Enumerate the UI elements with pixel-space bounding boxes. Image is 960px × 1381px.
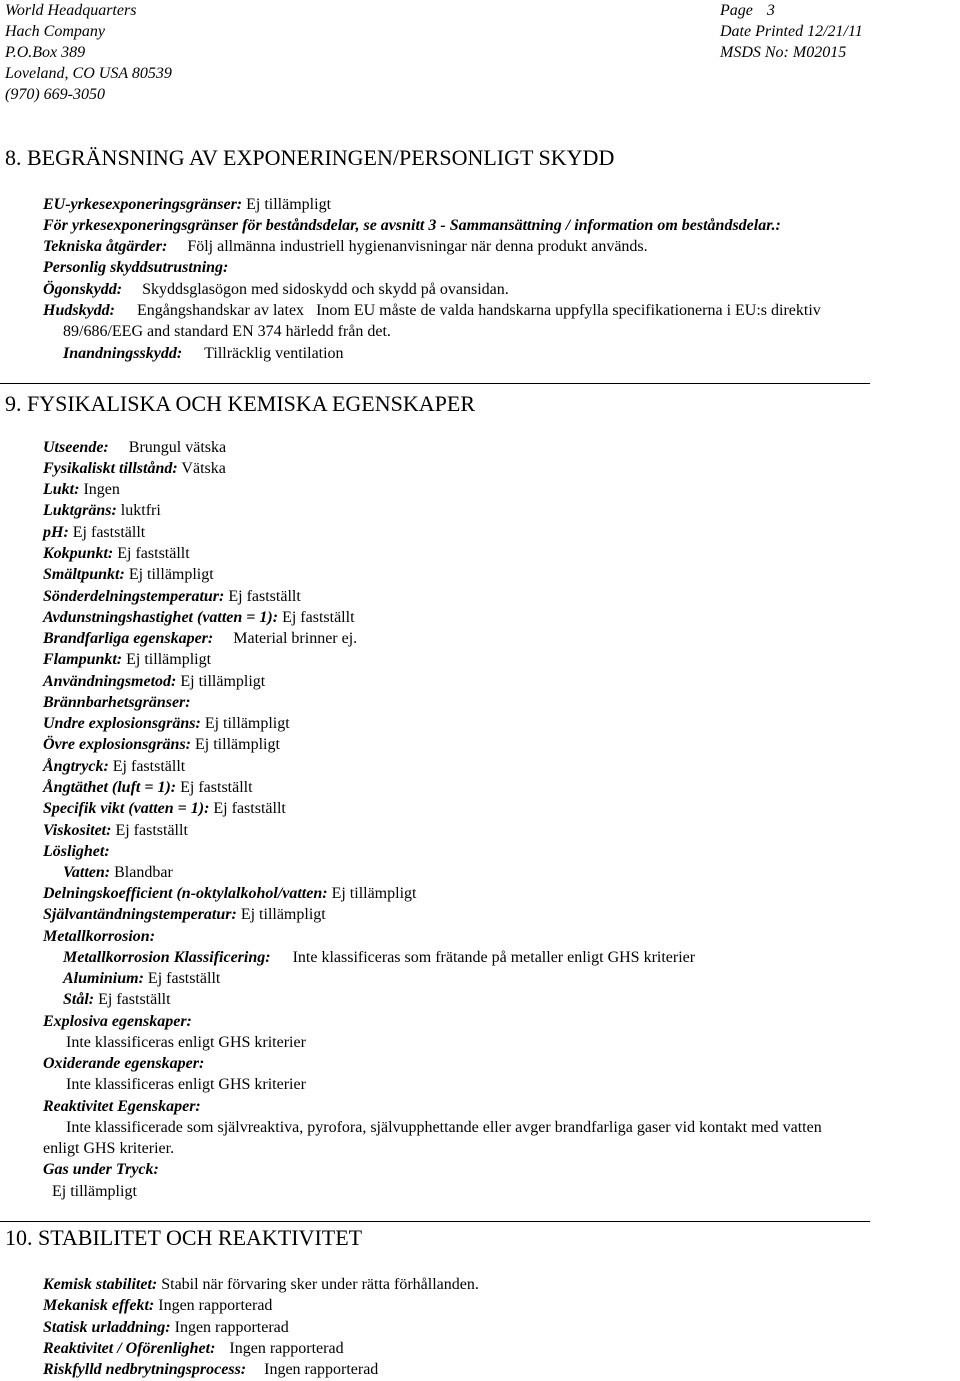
technical-measures-label: Tekniska åtgärder:: [43, 238, 168, 255]
chemical-stability-value: Stabil när förvaring sker under rätta förhållanden.: [161, 1276, 479, 1293]
specific-gravity-value: Ej fastställt: [213, 800, 286, 817]
technical-measures-value: Följ allmänna industriell hygienanvisningar när denna produkt används.: [187, 238, 648, 255]
steel-row: [63, 989, 171, 1010]
vapor-pressure-value: Ej fastställt: [112, 758, 186, 775]
specific-gravity-label: Specifik vikt (vatten = 1):: [43, 800, 210, 817]
decomposition-temp-value: Ej fastställt: [228, 588, 301, 605]
method-value: Ej tillämpligt: [180, 673, 266, 690]
incompatibility-value: Ingen rapporterad: [229, 1340, 344, 1357]
metal-corrosion-class-label: Metallkorrosion Klassificering:: [63, 949, 271, 966]
ph-label: pH:: [43, 524, 69, 541]
boiling-point-label: Kokpunkt:: [43, 545, 114, 562]
eye-protection-value: Skyddsglasögon med sidoskydd och skydd på ovansidan.: [142, 281, 509, 298]
hazardous-decomposition-value: Ingen rapporterad: [264, 1361, 379, 1378]
physical-state-row: [43, 458, 226, 479]
flammability-limits-heading: Brännbarhetsgränser:: [43, 694, 191, 711]
static-discharge-value: Ingen rapporterad: [174, 1319, 289, 1336]
metal-corrosion-class-value: Inte klassificeras som frätande på metaller enligt GHS kriterier: [292, 949, 696, 966]
mechanical-effect-label: Mekanisk effekt:: [43, 1297, 155, 1314]
aluminium-label: Aluminium:: [63, 970, 144, 987]
static-discharge-row: [43, 1317, 289, 1338]
lower-explosion-limit-label: Undre explosionsgräns:: [43, 715, 201, 732]
chemical-stability-row: [43, 1274, 479, 1295]
respiratory-label: Inandningsskydd:: [63, 345, 183, 362]
eye-protection-label: Ögonskydd:: [43, 281, 123, 298]
metal-corrosion-heading: Metallkorrosion:: [43, 928, 156, 945]
evaporation-rate-row: [43, 607, 355, 628]
oxidizing-properties-value: Inte klassificeras enligt GHS kriterier: [66, 1076, 306, 1093]
header-line-1: World Headquarters: [5, 2, 137, 19]
autoignition-value: Ej tillämpligt: [240, 906, 326, 923]
document-info-block: [720, 0, 863, 63]
respiratory-row: [63, 343, 344, 364]
vapor-density-row: [43, 777, 253, 798]
odor-label: Lukt:: [43, 481, 80, 498]
mechanical-effect-row: [43, 1295, 272, 1316]
flammability-value: Material brinner ej.: [233, 630, 358, 647]
steel-value: Ej fastställt: [98, 991, 171, 1008]
upper-explosion-limit-label: Övre explosionsgräns:: [43, 736, 192, 753]
incompatibility-row: [43, 1338, 344, 1359]
skin-protection-value-3: 89/686/EEG and standard EN 374 härledd från det.: [63, 323, 391, 340]
hazardous-decomposition-row: [43, 1359, 378, 1380]
msds-number: MSDS No: M02015: [720, 44, 847, 61]
flammability-label: Brandfarliga egenskaper:: [43, 630, 214, 647]
section-8-title: 8. BEGRÄNSNING AV EXPONERINGEN/PERSONLIGT SKYDD: [5, 145, 615, 170]
specific-gravity-row: [43, 798, 286, 819]
water-solubility-label: Vatten:: [63, 864, 111, 881]
melting-point-row: [43, 564, 214, 585]
reactivity-properties-heading: Reaktivitet Egenskaper:: [43, 1098, 201, 1115]
boiling-point-value: Ej fastställt: [117, 545, 190, 562]
viscosity-value: Ej fastställt: [115, 822, 188, 839]
skin-protection-label: Hudskydd:: [43, 302, 115, 319]
gas-under-pressure-heading: Gas under Tryck:: [43, 1161, 159, 1178]
partition-coefficient-label: Delningskoefficient (n-oktylalkohol/vatten:: [43, 885, 328, 902]
eu-limits-label: EU-yrkesexponeringsgränser:: [43, 196, 243, 213]
eye-protection-row: [43, 279, 509, 300]
explosive-properties-heading: Explosiva egenskaper:: [43, 1013, 192, 1030]
section-divider: [0, 1221, 870, 1222]
odor-threshold-label: Luktgräns:: [43, 502, 117, 519]
header-line-5: (970) 669-3050: [5, 86, 105, 103]
oxidizing-properties-heading: Oxiderande egenskaper:: [43, 1055, 205, 1072]
metal-corrosion-class-row: [63, 947, 695, 968]
aluminium-value: Ej fastställt: [147, 970, 221, 987]
company-address-block: [5, 0, 172, 105]
viscosity-row: [43, 820, 188, 841]
header-line-2: Hach Company: [5, 23, 105, 40]
ph-value: Ej fastställt: [72, 524, 146, 541]
vapor-pressure-row: [43, 756, 185, 777]
flash-point-label: Flampunkt:: [43, 651, 123, 668]
viscosity-label: Viskositet:: [43, 822, 112, 839]
skin-protection-value-2: Inom EU måste de valda handskarna uppfylla specifikationerna i EU:s direktiv: [316, 302, 821, 319]
eu-limits-value: Ej tillämpligt: [246, 196, 332, 213]
steel-label: Stål:: [63, 991, 95, 1008]
section-divider: [0, 383, 870, 384]
skin-protection-row: [43, 300, 821, 321]
physical-state-label: Fysikaliskt tillstånd:: [43, 460, 178, 477]
boiling-point-row: [43, 543, 190, 564]
solubility-heading: Löslighet:: [43, 843, 110, 860]
decomposition-temp-label: Sönderdelningstemperatur:: [43, 588, 225, 605]
appearance-value: Brungul vätska: [128, 439, 227, 456]
lower-explosion-limit-row: [43, 713, 290, 734]
flash-point-row: [43, 649, 211, 670]
autoignition-row: [43, 904, 326, 925]
evaporation-rate-label: Avdunstningshastighet (vatten = 1):: [43, 609, 279, 626]
vapor-density-label: Ångtäthet (luft = 1):: [43, 779, 177, 796]
respiratory-value: Tillräcklig ventilation: [204, 345, 344, 362]
flammability-row: [43, 628, 357, 649]
water-solubility-value: Blandbar: [114, 864, 173, 881]
odor-threshold-value: luktfri: [120, 502, 161, 519]
section-9-title: 9. FYSIKALISKA OCH KEMISKA EGENSKAPER: [5, 391, 475, 416]
static-discharge-label: Statisk urladdning:: [43, 1319, 171, 1336]
method-label: Användningsmetod:: [43, 673, 177, 690]
page-label: Page: [720, 2, 753, 19]
eu-limits-row: [43, 194, 331, 215]
partition-coefficient-row: [43, 883, 416, 904]
partition-coefficient-value: Ej tillämpligt: [331, 885, 417, 902]
upper-explosion-limit-row: [43, 734, 280, 755]
vapor-density-value: Ej fastställt: [180, 779, 253, 796]
vapor-pressure-label: Ångtryck:: [43, 758, 109, 775]
skin-protection-value-1: Engångshandskar av latex: [137, 302, 305, 319]
flash-point-value: Ej tillämpligt: [126, 651, 212, 668]
odor-value: Ingen: [83, 481, 120, 498]
ph-row: [43, 522, 145, 543]
reactivity-properties-value-2: enligt GHS kriterier.: [43, 1140, 175, 1157]
odor-threshold-row: [43, 500, 161, 521]
component-limits-note: För yrkesexponeringsgränser för beståndsdelar, se avsnitt 3 - Sammansättning / information om beståndsdelar.:: [43, 217, 781, 234]
aluminium-row: [63, 968, 220, 989]
autoignition-label: Självantändningstemperatur:: [43, 906, 237, 923]
appearance-row: [43, 437, 226, 458]
section-10-title: 10. STABILITET OCH REAKTIVITET: [5, 1225, 363, 1250]
appearance-label: Utseende:: [43, 439, 109, 456]
odor-row: [43, 479, 120, 500]
header-line-4: Loveland, CO USA 80539: [5, 65, 172, 82]
date-printed: Date Printed 12/21/11: [720, 23, 863, 40]
page-indicator: [720, 0, 863, 21]
header-line-3: P.O.Box 389: [5, 44, 86, 61]
explosive-properties-value: Inte klassificeras enligt GHS kriterier: [66, 1034, 306, 1051]
water-solubility-row: [63, 862, 173, 883]
hazardous-decomposition-label: Riskfylld nedbrytningsprocess:: [43, 1361, 247, 1378]
upper-explosion-limit-value: Ej tillämpligt: [195, 736, 280, 753]
reactivity-properties-value-1: Inte klassificerade som självreaktiva, pyrofora, självupphettande eller avger brandfarliga gaser vid kontakt med vatten: [66, 1119, 822, 1136]
method-row: [43, 671, 265, 692]
decomposition-temp-row: [43, 586, 301, 607]
melting-point-label: Smältpunkt:: [43, 566, 125, 583]
physical-state-value: Vätska: [181, 460, 226, 477]
lower-explosion-limit-value: Ej tillämpligt: [204, 715, 290, 732]
chemical-stability-label: Kemisk stabilitet:: [43, 1276, 158, 1293]
page-number: 3: [766, 2, 775, 19]
incompatibility-label: Reaktivitet / Oförenlighet:: [43, 1340, 216, 1357]
mechanical-effect-value: Ingen rapporterad: [158, 1297, 273, 1314]
technical-measures-row: [43, 236, 648, 257]
melting-point-value: Ej tillämpligt: [128, 566, 214, 583]
gas-under-pressure-value: Ej tillämpligt: [52, 1183, 137, 1200]
evaporation-rate-value: Ej fastställt: [282, 609, 355, 626]
ppe-heading: Personlig skyddsutrustning:: [43, 259, 229, 276]
